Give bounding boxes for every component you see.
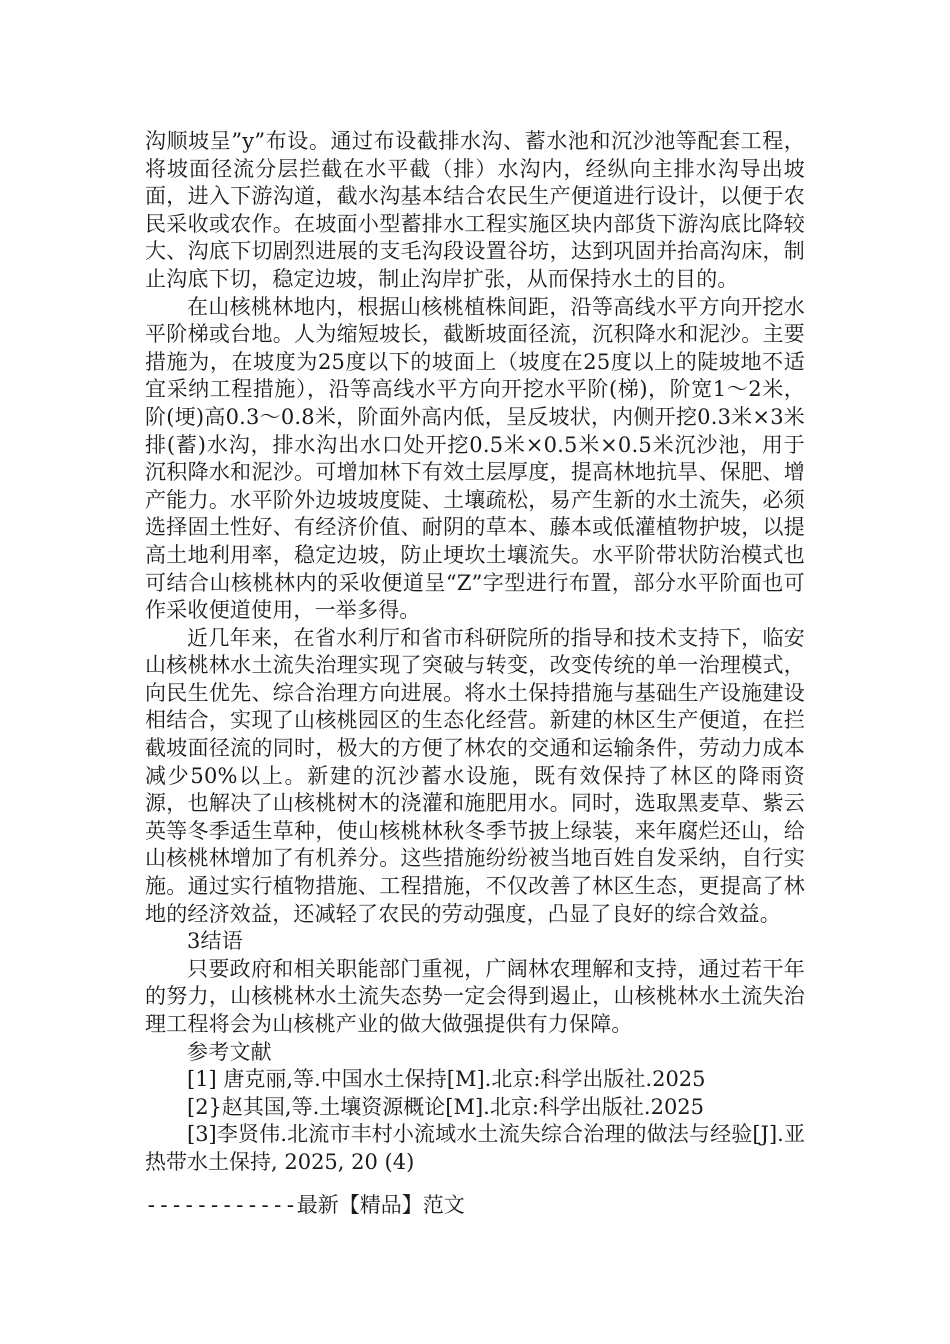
reference-item: [1] 唐克丽,等.中国水土保持[M].北京:科学出版社.2025 xyxy=(187,1067,706,1092)
paragraph-continuation: 沟顺坡呈”y”布设。通过布设截排水沟、蓄水池和沉沙池等配套工程，将坡面径流分层拦截在水平截（排）水沟内，经纵向主排水沟导出坡面，进入下游沟道，截水沟基本结合农民生产便道进行设计，以便于农民采收或农作。在坡面小型蓄排水工程实施区块内部货下游沟底比降较大、沟底下切剧烈进展的支毛沟段设置谷坊，达到巩固并抬高沟床，制止沟底下切，稳定边坡，制止沟岸扩张，从而保持水土的目的。 xyxy=(145,129,805,291)
paragraph-recent-progress: 近几年来，在省水利厅和省市科研院所的指导和技术支持下，临安山核桃林水土流失治理实现了突破与转变，改变传统的单一治理模式，向民生优先、综合治理方向进展。将水土保持措施与基础生产设施建设相结合，实现了山核桃园区的生态化经营。新建的林区生产便道，在拦截坡面径流的同时，极大的方便了林农的交通和运输条件，劳动力成本减少50%以上。新建的沉沙蓄水设施，既有效保持了林区的降雨资源，也解决了山核桃树木的浇灌和施肥用水。同时，选取黑麦草、紫云英等冬季适生草种，使山核桃林秋冬季节披上绿装，来年腐烂还山，给山核桃林增加了有机养分。这些措施纷纷被当地百姓自发采纳，自行实施。通过实行植物措施、工程措施，不仅改善了林区生态，更提高了林地的经济效益，还减轻了农民的劳动强度，凸显了良好的综合效益。 xyxy=(145,625,805,926)
references-heading: 参考文献 xyxy=(187,1039,272,1064)
reference-item: [3]李贤伟.北流市丰村小流域水土流失综合治理的做法与经验[J].亚热带水土保持, 2025, 20 (4) xyxy=(145,1122,805,1174)
paragraph-conclusion: 只要政府和相关职能部门重视，广阔林农理解和支持，通过若干年的努力，山核桃林水土流失态势一定会得到遏止，山核桃林水土流失治理工程将会为山核桃产业的做大做强提供有力保障。 xyxy=(145,956,805,1036)
paragraph-terrace-measures: 在山核桃林地内，根据山核桃植株间距，沿等高线水平方向开挖水平阶梯或台地。人为缩短坡长，截断坡面径流，沉积降水和泥沙。主要措施为，在坡度为25度以下的坡面上（坡度在25度以上的陡坡地不适宜采纳工程措施），沿等高线水平方向开挖水平阶(梯)，阶宽1～2米，阶(埂)高0.3～0.8米，阶面外高内低，呈反坡状，内侧开挖0.3米×3米排(蓄)水沟，排水沟出水口处开挖0.5米×0.5米×0.5米沉沙池，用于沉积降水和泥沙。可增加林下有效土层厚度，提高林地抗旱、保肥、增产能力。水平阶外边坡坡度陡、土壤疏松，易产生新的水土流失，必须选择固土性好、有经济价值、耐阴的草本、藤本或低灌植物护坡，以提高土地利用率，稳定边坡，防止埂坎土壤流失。水平阶带状防治模式也可结合山核桃林内的采收便道呈“Z”字型进行布置，部分水平阶面也可作采收便道使用，一举多得。 xyxy=(145,294,805,623)
document-body xyxy=(145,128,805,1177)
reference-item: [2}赵其国,等.土壤资源概论[M].北京:科学出版社.2025 xyxy=(187,1094,705,1119)
section-heading-conclusion: 3结语 xyxy=(187,929,243,954)
page-footer: ------------最新【精品】范文 xyxy=(145,1193,465,1217)
